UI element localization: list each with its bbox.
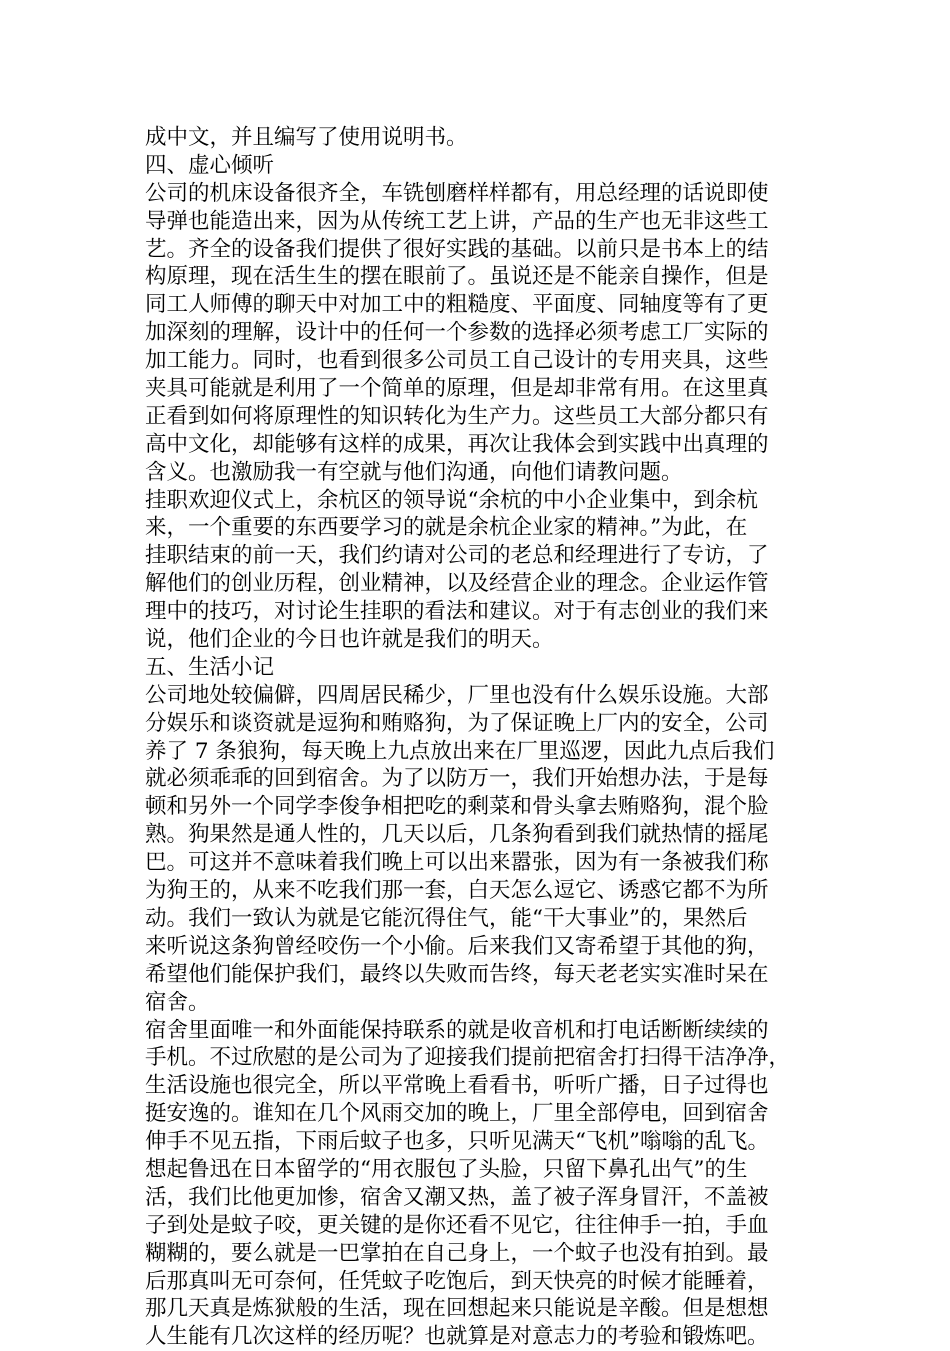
text-line: 正看到如何将原理性的知识转化为生产力。这些员工大部分都只有 xyxy=(145,403,769,429)
text-line: 公司地处较偏僻，四周居民稀少，厂里也没有什么娱乐设施。大部 xyxy=(145,682,769,708)
text-line: 宿舍。 xyxy=(145,989,210,1015)
document-body xyxy=(145,124,810,1351)
text-line: 人生能有几次这样的经历呢？也就算是对意志力的考验和锻炼吧。 xyxy=(145,1324,769,1350)
text-line: 加工能力。同时，也看到很多公司员工自己设计的专用夹具，这些 xyxy=(145,348,769,374)
text-line: 后那真叫无可奈何，任凭蚊子吃饱后，到天快亮的时候才能睡着， xyxy=(145,1268,769,1294)
text-line: 解他们的创业历程，创业精神，以及经营企业的理念。企业运作管 xyxy=(145,571,769,597)
text-line: 加深刻的理解，设计中的任何一个参数的选择必须考虑工厂实际的 xyxy=(145,320,769,346)
text-line: 动。我们一致认为就是它能沉得住气，能“干大事业”的，果然后 xyxy=(145,905,748,931)
text-line: 挂职欢迎仪式上，余杭区的领导说“余杭的中小企业集中，到余杭 xyxy=(145,487,758,513)
text-line: 构原理，现在活生生的摆在眼前了。虽说还是不能亲自操作，但是 xyxy=(145,264,769,290)
text-line: 活，我们比他更加惨，宿舍又潮又热，盖了被子浑身冒汗，不盖被 xyxy=(145,1184,769,1210)
text-line: 就必须乖乖的回到宿舍。为了以防万一，我们开始想办法，于是每 xyxy=(145,766,769,792)
text-line: 那几天真是炼狱般的生活，现在回想起来只能说是辛酸。但是想想 xyxy=(145,1296,769,1322)
text-line: 糊糊的，要么就是一巴掌拍在自己身上，一个蚊子也没有拍到。最 xyxy=(145,1240,769,1266)
text-line: 艺。齐全的设备我们提供了很好实践的基础。以前只是书本上的结 xyxy=(145,236,769,262)
text-line: 为狗王的，从来不吃我们那一套，白天怎么逗它、诱惑它都不为所 xyxy=(145,878,769,904)
text-line: 夹具可能就是利用了一个简单的原理，但是却非常有用。在这里真 xyxy=(145,376,769,402)
text-line: 手机。不过欣慰的是公司为了迎接我们提前把宿舍打扫得干洁净净， xyxy=(145,1045,791,1071)
text-line: 来听说这条狗曾经咬伤一个小偷。后来我们又寄希望于其他的狗， xyxy=(145,933,769,959)
text-line: 顿和另外一个同学李俊争相把吃的剩菜和骨头拿去贿赂狗，混个脸 xyxy=(145,794,769,820)
text-line: 挺安逸的。谁知在几个风雨交加的晚上，厂里全部停电，回到宿舍 xyxy=(145,1101,769,1127)
text-line: 来，一个重要的东西要学习的就是余杭企业家的精神。”为此，在 xyxy=(145,515,748,541)
text-line: 熟。狗果然是通人性的，几天以后，几条狗看到我们就热情的摇尾 xyxy=(145,822,769,848)
text-line: 同工人师傅的聊天中对加工中的粗糙度、平面度、同轴度等有了更 xyxy=(145,292,769,318)
text-line: 四、虚心倾听 xyxy=(145,152,275,178)
text-line: 理中的技巧，对讨论生挂职的看法和建议。对于有志创业的我们来 xyxy=(145,599,769,625)
text-line: 说，他们企业的今日也许就是我们的明天。 xyxy=(145,627,554,653)
text-line: 巴。可这并不意味着我们晚上可以出来嚣张，因为有一条被我们称 xyxy=(145,850,769,876)
text-line: 高中文化，却能够有这样的成果，再次让我体会到实践中出真理的 xyxy=(145,431,769,457)
text-line: 挂职结束的前一天，我们约请对公司的老总和经理进行了专访，了 xyxy=(145,543,769,569)
text-line: 生活设施也很完全，所以平常晚上看看书，听听广播，日子过得也 xyxy=(145,1073,769,1099)
text-line: 分娱乐和谈资就是逗狗和贿赂狗，为了保证晚上厂内的安全，公司 xyxy=(145,710,769,736)
text-line: 五、生活小记 xyxy=(145,654,275,680)
text-line: 养了 7 条狼狗，每天晚上九点放出来在厂里巡逻，因此九点后我们 xyxy=(145,738,775,764)
text-line: 成中文，并且编写了使用说明书。 xyxy=(145,125,468,150)
text-line: 宿舍里面唯一和外面能保持联系的就是收音机和打电话断断续续的 xyxy=(145,1017,769,1043)
text-line: 想起鲁迅在日本留学的“用衣服包了头脸，只留下鼻孔出气”的生 xyxy=(145,1156,748,1182)
text-line: 伸手不见五指，下雨后蚊子也多，只听见满天“飞机”嗡嗡的乱飞。 xyxy=(145,1129,769,1155)
text-line: 子到处是蚊子咬，更关键的是你还看不见它，往往伸手一拍，手血 xyxy=(145,1212,769,1238)
text-line: 希望他们能保护我们，最终以失败而告终，每天老老实实准时呆在 xyxy=(145,961,769,987)
text-line: 公司的机床设备很齐全，车铣刨磨样样都有，用总经理的话说即使 xyxy=(145,180,769,206)
text-line: 导弹也能造出来，因为从传统工艺上讲，产品的生产也无非这些工 xyxy=(145,208,769,234)
text-line: 含义。也激励我一有空就与他们沟通，向他们请教问题。 xyxy=(145,459,683,485)
